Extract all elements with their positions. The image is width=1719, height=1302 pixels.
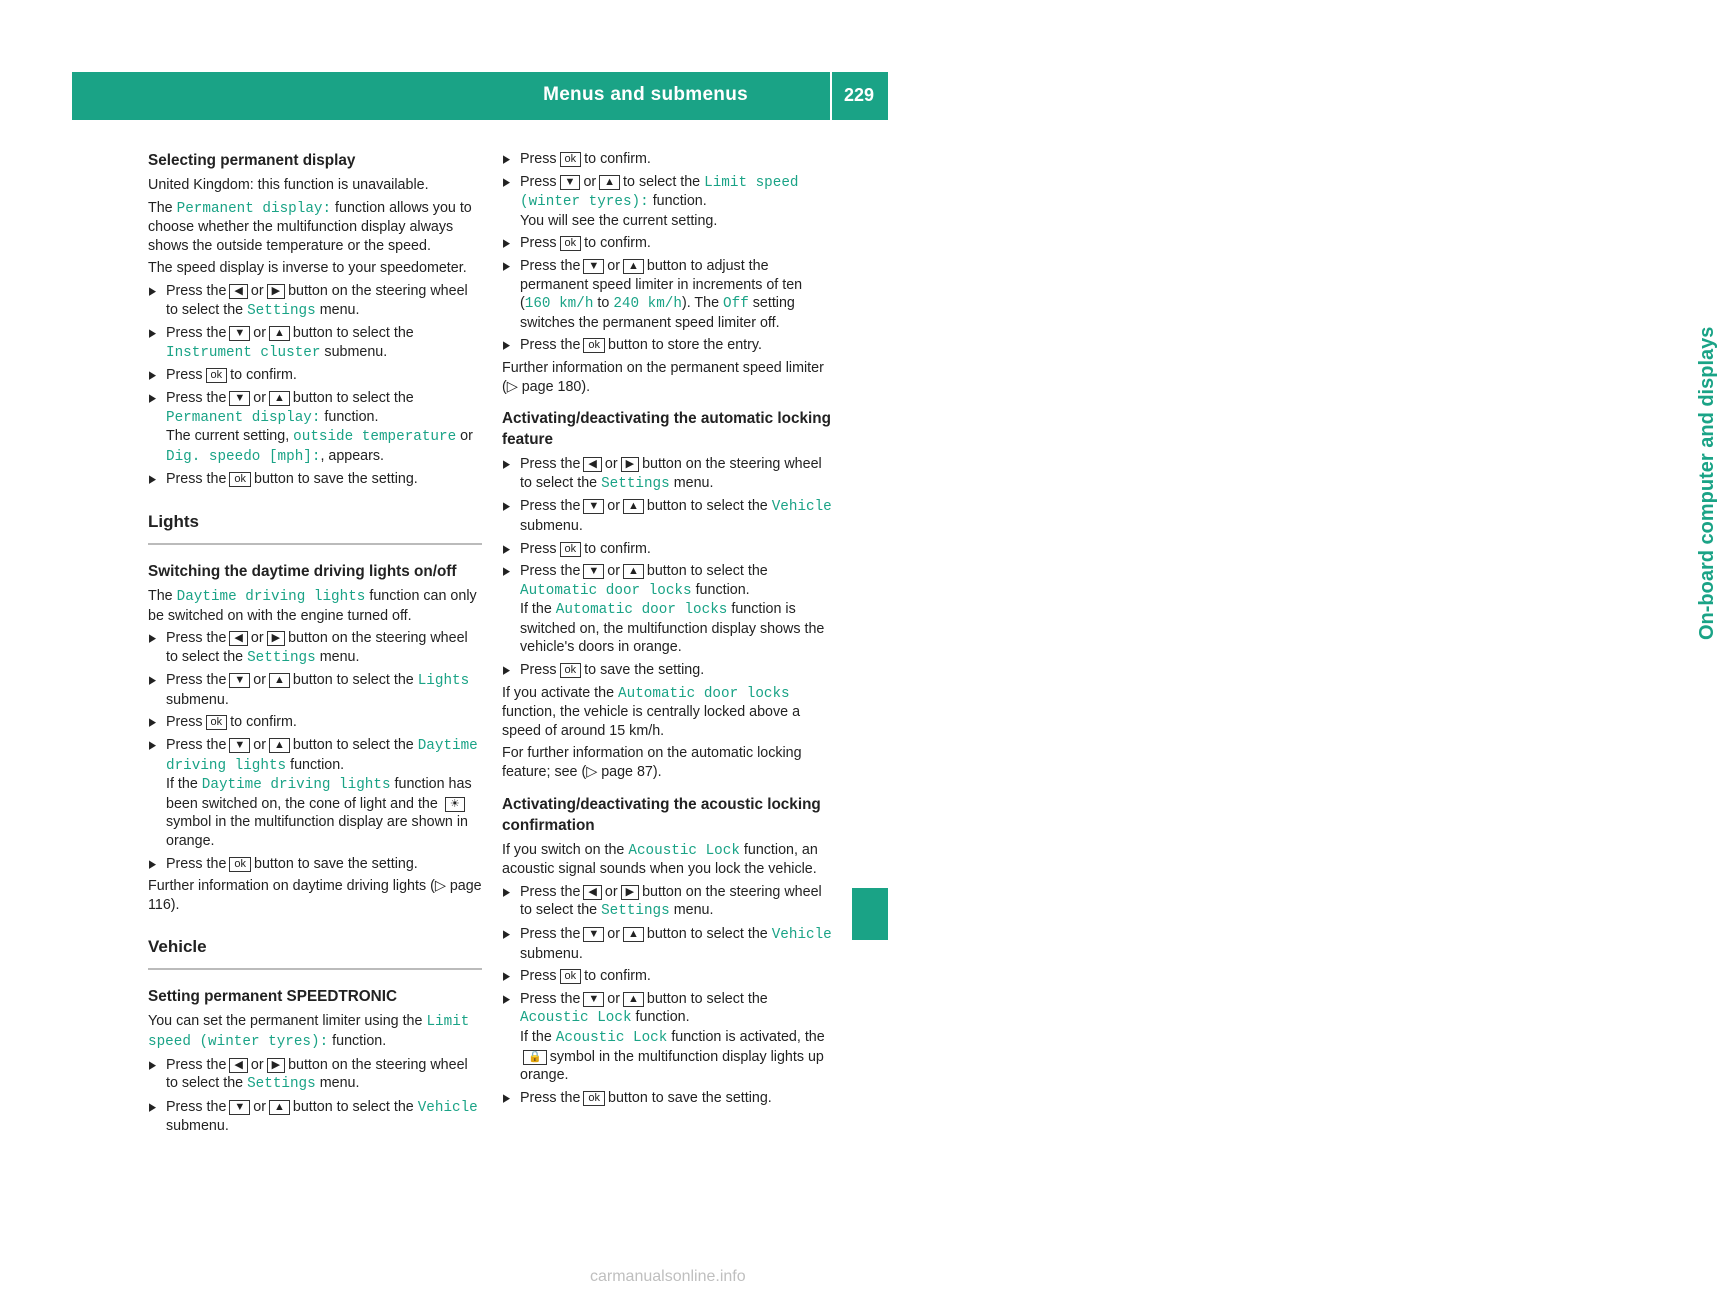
step: ▶ Press ok to confirm. xyxy=(502,234,836,253)
up-arrow-icon: ▲ xyxy=(623,992,644,1007)
ok-key-icon: ok xyxy=(206,715,228,730)
paragraph: Further information on daytime driving lights (▷ page 116). xyxy=(148,878,482,913)
up-arrow-icon: ▲ xyxy=(599,175,620,190)
down-arrow-icon: ▼ xyxy=(229,1100,250,1115)
right-column xyxy=(502,150,836,1111)
section-title: Activating/deactivating the acoustic locking confirmation xyxy=(502,795,821,834)
left-column xyxy=(148,150,482,1140)
paragraph: The Daytime driving lights function can only be switched on with the engine turned off. xyxy=(148,587,477,624)
page-title: Menus and submenus xyxy=(543,84,748,105)
up-arrow-icon: ▲ xyxy=(623,259,644,274)
up-arrow-icon: ▲ xyxy=(269,738,290,753)
down-arrow-icon: ▼ xyxy=(583,992,604,1007)
paragraph: The Permanent display: function allows you to choose whether the multifunction display always shows the outside temperature or the speed. xyxy=(148,199,472,254)
ok-key-icon: ok xyxy=(229,472,251,487)
ok-key-icon: ok xyxy=(560,152,582,167)
down-arrow-icon: ▼ xyxy=(229,738,250,753)
lock-icon: 🔒 xyxy=(523,1050,547,1065)
paragraph: If you activate the Automatic door locks function, the vehicle is centrally locked above a speed of around 15 km/h. xyxy=(502,684,801,739)
up-arrow-icon: ▲ xyxy=(269,391,290,406)
paragraph: If you switch on the Acoustic Lock function, an acoustic signal sounds when you lock the vehicle. xyxy=(502,841,818,878)
step: ▶ Press the ◀ or ▶ button on the steering wheel to select the Settings menu. xyxy=(148,629,482,667)
header-divider xyxy=(830,72,832,120)
left-arrow-icon: ◀ xyxy=(229,631,247,646)
paragraph: For further information on the automatic locking feature; see (▷ page 87). xyxy=(502,745,802,781)
step: ▶ Press the ▼ or ▲ button to adjust the permanent speed limiter in increments of ten (160 km/h to 240 km/h). The Off setting switches the permanent speed limiter off. xyxy=(502,257,836,332)
ok-key-icon: ok xyxy=(560,236,582,251)
right-arrow-icon: ▶ xyxy=(621,457,639,472)
step: ▶ Press the ok button to save the setting. xyxy=(502,1089,836,1108)
step: ▶ Press the ◀ or ▶ button on the steering wheel to select the Settings menu. xyxy=(502,883,836,921)
ok-key-icon: ok xyxy=(583,338,605,353)
header-bar xyxy=(72,72,888,120)
step: ▶ Press the ▼ or ▲ button to select the Lights submenu. xyxy=(148,671,482,709)
up-arrow-icon: ▲ xyxy=(623,927,644,942)
down-arrow-icon: ▼ xyxy=(229,391,250,406)
right-arrow-icon: ▶ xyxy=(267,284,285,299)
ok-key-icon: ok xyxy=(560,663,582,678)
right-arrow-icon: ▶ xyxy=(621,885,639,900)
ok-key-icon: ok xyxy=(583,1091,605,1106)
step: ▶ Press ok to confirm. xyxy=(502,150,836,169)
step: ▶ Press the ▼ or ▲ button to select the Automatic door locks function. If the Automatic door locks function is switched on, the multifunction display shows the vehicle's doors in orange. xyxy=(502,562,836,657)
paragraph: The speed display is inverse to your speedometer. xyxy=(148,260,467,277)
section-title: Selecting permanent display xyxy=(148,152,356,169)
step: ▶ Press the ▼ or ▲ button to select the Permanent display: function. The current setting, outside temperature or Dig. speedo [mph]:, appears. xyxy=(148,389,482,466)
side-title: On-board computer and displays xyxy=(1696,326,1718,640)
step: ▶ Press the ok button to save the setting. xyxy=(148,855,482,874)
paragraph: United Kingdom: this function is unavailable. xyxy=(148,177,429,193)
section-title: Activating/deactivating the automatic locking feature xyxy=(502,410,831,449)
light-icon: ☀ xyxy=(445,797,465,812)
down-arrow-icon: ▼ xyxy=(583,564,604,579)
footer-watermark: carmanualsonline.info xyxy=(590,1268,746,1285)
left-arrow-icon: ◀ xyxy=(229,284,247,299)
up-arrow-icon: ▲ xyxy=(269,673,290,688)
down-arrow-icon: ▼ xyxy=(583,259,604,274)
chapter-heading: Lights xyxy=(148,511,482,545)
step: ▶ Press the ◀ or ▶ button on the steering wheel to select the Settings menu. xyxy=(148,1056,482,1094)
step: ▶ Press ok to confirm. xyxy=(148,713,482,732)
side-tab xyxy=(846,0,1718,690)
ok-key-icon: ok xyxy=(560,969,582,984)
step: ▶ Press the ▼ or ▲ button to select the Acoustic Lock function. If the Acoustic Lock function is activated, the 🔒 symbol in the multifunction display lights up orange. xyxy=(502,990,836,1085)
paragraph: Further information on the permanent speed limiter (▷ page 180). xyxy=(502,359,824,395)
ok-key-icon: ok xyxy=(229,857,251,872)
left-arrow-icon: ◀ xyxy=(229,1058,247,1073)
up-arrow-icon: ▲ xyxy=(623,499,644,514)
step: ▶ Press ▼ or ▲ to select the Limit speed (winter tyres): function. You will see the current setting. xyxy=(502,173,836,231)
right-arrow-icon: ▶ xyxy=(267,631,285,646)
step: ▶ Press the ok button to save the setting. xyxy=(148,470,482,489)
step: ▶ Press the ▼ or ▲ button to select the Vehicle submenu. xyxy=(502,925,836,963)
up-arrow-icon: ▲ xyxy=(623,564,644,579)
left-arrow-icon: ◀ xyxy=(583,457,601,472)
up-arrow-icon: ▲ xyxy=(269,1100,290,1115)
ok-key-icon: ok xyxy=(560,542,582,557)
menu-term: Permanent display: xyxy=(176,200,332,217)
step: ▶ Press ok to confirm. xyxy=(502,540,836,559)
step: ▶ Press ok to confirm. xyxy=(502,967,836,986)
side-marker xyxy=(852,888,888,940)
left-arrow-icon: ◀ xyxy=(583,885,601,900)
step: ▶ Press the ◀ or ▶ button on the steering wheel to select the Settings menu. xyxy=(148,282,482,320)
section-title: Switching the daytime driving lights on/off xyxy=(148,562,457,580)
step: ▶ Press the ▼ or ▲ button to select the Vehicle submenu. xyxy=(148,1098,482,1136)
down-arrow-icon: ▼ xyxy=(583,927,604,942)
paragraph: You can set the permanent limiter using the Limit speed (winter tyres): function. xyxy=(148,1013,470,1050)
page-number: 229 xyxy=(844,85,875,105)
ok-key-icon: ok xyxy=(206,368,228,383)
down-arrow-icon: ▼ xyxy=(583,499,604,514)
section-title: Setting permanent SPEEDTRONIC xyxy=(148,988,398,1006)
step: ▶ Press the ▼ or ▲ button to select the Vehicle submenu. xyxy=(502,497,836,535)
down-arrow-icon: ▼ xyxy=(229,673,250,688)
step: ▶ Press ok to save the setting. xyxy=(502,661,836,680)
step: ▶ Press the ▼ or ▲ button to select the Daytime driving lights function. If the Daytime driving lights function has been switched on, the cone of light and the ☀symbol in the multifunction display are shown in orange. xyxy=(148,736,482,851)
step: ▶ Press the ▼ or ▲ button to select the Instrument cluster submenu. xyxy=(148,324,482,362)
chapter-heading: Vehicle xyxy=(148,936,482,970)
down-arrow-icon: ▼ xyxy=(560,175,581,190)
up-arrow-icon: ▲ xyxy=(269,326,290,341)
step: ▶ Press the ◀ or ▶ button on the steering wheel to select the Settings menu. xyxy=(502,455,836,493)
step: ▶ Press the ok button to store the entry. xyxy=(502,336,836,355)
step: ▶ Press ok to confirm. xyxy=(148,366,482,385)
down-arrow-icon: ▼ xyxy=(229,326,250,341)
right-arrow-icon: ▶ xyxy=(267,1058,285,1073)
